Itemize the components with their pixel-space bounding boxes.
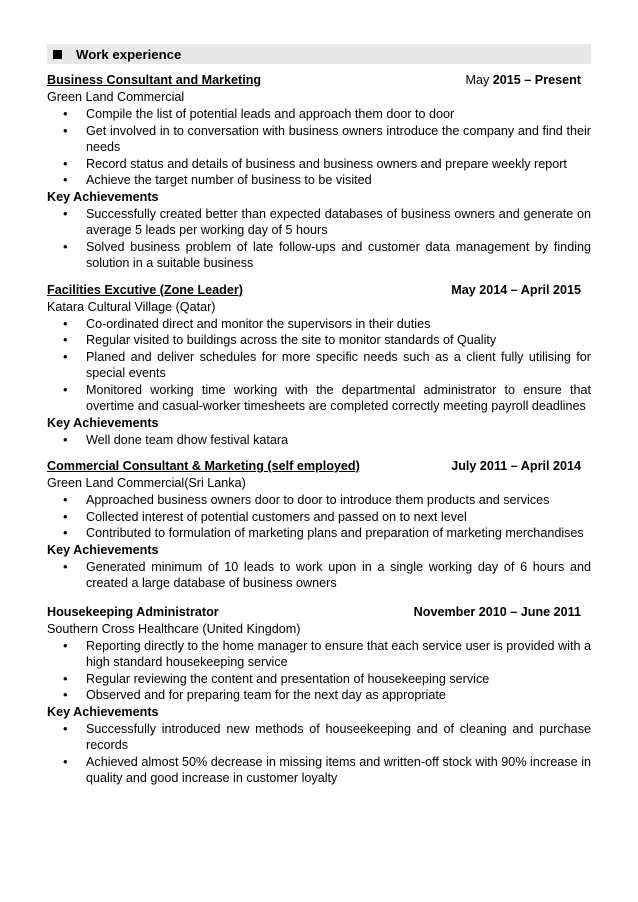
achievement-list bbox=[47, 432, 591, 449]
list-item: • Get involved in to conversation with business owners introduce the company and find their needs bbox=[47, 123, 591, 156]
list-item: • Successfully introduced new methods of houseekeeping and of cleaning and purchase records bbox=[47, 721, 591, 754]
achievements-heading: Key Achievements bbox=[47, 704, 159, 719]
job-date: May 2014 – April 2015 bbox=[451, 282, 581, 297]
duty-list bbox=[47, 638, 591, 704]
list-item: • Achieve the target number of business to be visited bbox=[47, 172, 591, 189]
duty-list bbox=[47, 106, 591, 189]
job-date-month: May bbox=[465, 73, 490, 87]
resume-page bbox=[47, 44, 591, 787]
list-item: • Collected interest of potential customers and passed on to next level bbox=[47, 509, 591, 526]
job-title: Facilities Excutive (Zone Leader) bbox=[47, 282, 243, 297]
duty-list bbox=[47, 316, 591, 415]
job-entry bbox=[47, 282, 591, 449]
employer: Katara Cultural Village (Qatar) bbox=[47, 299, 216, 314]
list-item: • Contributed to formulation of marketing plans and preparation of marketing merchandises bbox=[47, 525, 591, 542]
list-item: • Reporting directly to the home manager to ensure that each service user is provided with a high standard housekeeping service bbox=[47, 638, 591, 671]
list-item: • Solved business problem of late follow-ups and customer data management by finding solution in a suitable business bbox=[47, 239, 591, 272]
square-bullet-icon bbox=[53, 50, 62, 59]
list-item: • Generated minimum of 10 leads to work upon in a single working day of 6 hours and created a large database of business owners bbox=[47, 559, 591, 592]
job-date bbox=[465, 72, 581, 89]
section-header bbox=[47, 44, 591, 64]
list-item: • Approached business owners door to door to introduce them products and services bbox=[47, 492, 591, 509]
job-date-range: 2015 – Present bbox=[489, 73, 581, 87]
section-title: Work experience bbox=[76, 46, 182, 62]
achievement-list bbox=[47, 559, 591, 592]
list-item: • Compile the list of potential leads and approach them door to door bbox=[47, 106, 591, 123]
job-title: Commercial Consultant & Marketing (self employed) bbox=[47, 459, 360, 473]
list-item: • Well done team dhow festival katara bbox=[47, 432, 591, 449]
employer: Green Land Commercial(Sri Lanka) bbox=[47, 476, 246, 490]
achievements-heading: Key Achievements bbox=[47, 415, 159, 430]
list-item: • Regular visited to buildings across the site to monitor standards of Quality bbox=[47, 332, 591, 349]
job-title: Business Consultant and Marketing bbox=[47, 73, 262, 87]
list-item: • Regular reviewing the content and presentation of housekeeping service bbox=[47, 671, 591, 688]
job-title: Housekeeping Administrator bbox=[47, 604, 219, 619]
list-item: • Record status and details of business and business owners and prepare weekly report bbox=[47, 156, 591, 173]
employer: Green Land Commercial bbox=[47, 90, 185, 104]
list-item: • Co-ordinated direct and monitor the supervisors in their duties bbox=[47, 316, 591, 333]
job-entry bbox=[47, 72, 591, 272]
achievement-list bbox=[47, 206, 591, 272]
achievements-heading: Key Achievements bbox=[47, 189, 159, 204]
duty-list bbox=[47, 492, 591, 542]
achievements-heading: Key Achievements bbox=[47, 542, 159, 557]
job-date: July 2011 – April 2014 bbox=[451, 459, 581, 473]
list-item: • Planed and deliver schedules for more specific needs such as a client fully utilising for special events bbox=[47, 349, 591, 382]
job-date: November 2010 – June 2011 bbox=[413, 604, 581, 619]
job-entry bbox=[47, 458, 591, 592]
list-item: • Observed and for preparing team for the next day as appropriate bbox=[47, 687, 591, 704]
list-item: • Successfully created better than expected databases of business owners and generate on average 5 leads per working day of 5 hours bbox=[47, 206, 591, 239]
list-item: • Achieved almost 50% decrease in missing items and written-off stock with 90% increase in quality and good increase in customer loyalty bbox=[47, 754, 591, 787]
list-item: • Monitored working time working with the departmental administrator to ensure that overtime and casual-worker timesheets are completed correctly meeting payroll deadlines bbox=[47, 382, 591, 415]
job-entry bbox=[47, 604, 591, 787]
employer: Southern Cross Healthcare (United Kingdom) bbox=[47, 621, 301, 636]
achievement-list bbox=[47, 721, 591, 787]
